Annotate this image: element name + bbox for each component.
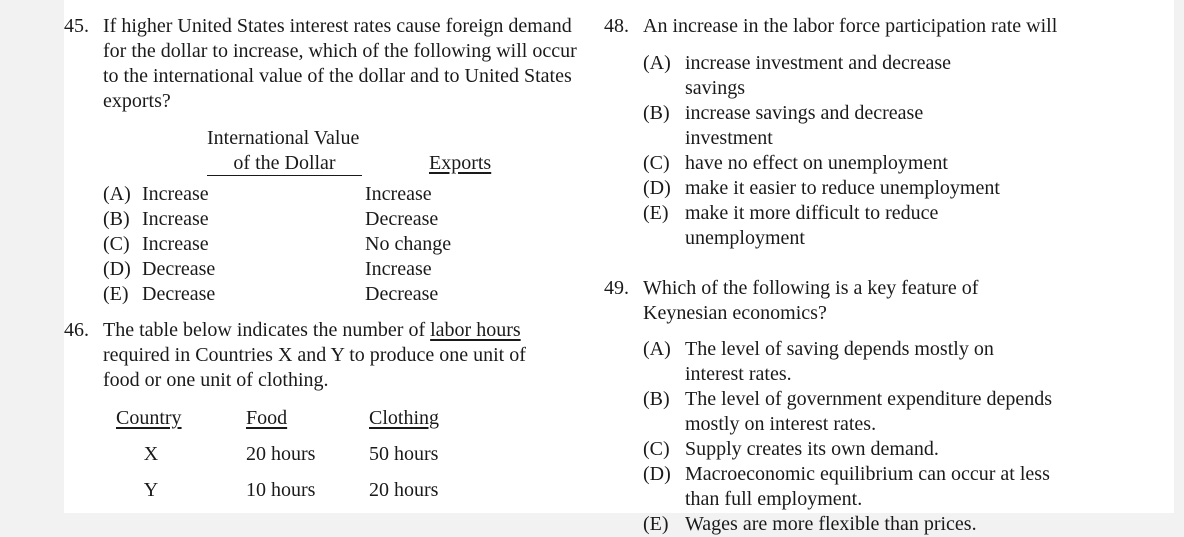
question-number: 48. bbox=[604, 15, 629, 37]
column-header-value-line2: of the Dollar bbox=[207, 151, 362, 176]
choice-exports: Increase bbox=[365, 258, 432, 280]
right-column bbox=[604, 14, 1164, 537]
choice-label: (C) bbox=[643, 152, 670, 174]
choice-label: (A) bbox=[643, 338, 671, 360]
choice-value: Increase bbox=[142, 183, 209, 205]
choice-label: (D) bbox=[103, 258, 131, 280]
question-stem bbox=[103, 318, 533, 393]
choice-d[interactable] bbox=[103, 257, 553, 282]
cell-clothing: 20 hours bbox=[369, 479, 439, 501]
left-column bbox=[64, 14, 599, 516]
table-header-row bbox=[64, 406, 599, 431]
table-row bbox=[64, 478, 599, 503]
choice-b[interactable] bbox=[643, 387, 1055, 437]
question-number: 45. bbox=[64, 15, 89, 37]
choice-label: (C) bbox=[103, 233, 130, 255]
stem-underlined: labor hours bbox=[430, 319, 521, 341]
choice-text: The level of government expenditure depends mostly on interest rates. bbox=[685, 388, 1053, 435]
choice-label: (B) bbox=[643, 388, 670, 410]
question-stem: If higher United States interest rates cause foreign demand for the dollar to increase, which of the following will occur to the international value of the dollar and to United States exports? bbox=[103, 15, 577, 112]
cell-food: 10 hours bbox=[246, 479, 316, 501]
choice-value: Decrease bbox=[142, 258, 216, 280]
choice-d[interactable] bbox=[643, 462, 1055, 512]
question-number: 49. bbox=[604, 277, 629, 299]
choice-a[interactable] bbox=[643, 51, 1003, 101]
choice-b[interactable] bbox=[643, 101, 1003, 151]
cell-country: Y bbox=[143, 479, 159, 501]
question-48 bbox=[604, 14, 1164, 251]
choice-label: (B) bbox=[643, 102, 670, 124]
choice-exports: Decrease bbox=[365, 283, 439, 305]
choice-exports: Increase bbox=[365, 183, 432, 205]
choice-label: (E) bbox=[103, 283, 129, 305]
question-stem: Which of the following is a key feature of Keynesian economics? bbox=[643, 277, 979, 324]
cell-clothing: 50 hours bbox=[369, 443, 439, 465]
choice-e[interactable] bbox=[643, 512, 1055, 537]
stem-part: required in Countries X and Y to produce one unit of food or one unit of clothing. bbox=[103, 344, 526, 391]
choice-text: make it easier to reduce unemployment bbox=[685, 177, 1000, 199]
choice-text: Supply creates its own demand. bbox=[685, 438, 939, 460]
question-stem: An increase in the labor force participation rate will bbox=[643, 15, 1058, 37]
choice-text: make it more difficult to reduce unemployment bbox=[685, 202, 939, 249]
choice-text: have no effect on unemployment bbox=[685, 152, 948, 174]
choice-a[interactable] bbox=[643, 337, 1055, 387]
choice-c[interactable] bbox=[643, 437, 1055, 462]
cell-food: 20 hours bbox=[246, 443, 316, 465]
q46-hours-table bbox=[64, 406, 599, 516]
choice-exports: Decrease bbox=[365, 208, 439, 230]
choice-text: increase investment and decrease savings bbox=[685, 52, 951, 99]
table-row bbox=[64, 442, 599, 467]
choice-value: Increase bbox=[142, 208, 209, 230]
column-header-exports: Exports bbox=[429, 152, 492, 174]
choice-value: Increase bbox=[142, 233, 209, 255]
choice-label: (A) bbox=[643, 52, 671, 74]
question-49 bbox=[604, 276, 1053, 326]
choice-label: (C) bbox=[643, 438, 670, 460]
choice-label: (E) bbox=[643, 513, 669, 535]
q48-choices bbox=[643, 51, 1003, 251]
choice-d[interactable] bbox=[643, 176, 1003, 201]
choice-e[interactable] bbox=[643, 201, 1003, 251]
header-food: Food bbox=[246, 407, 288, 429]
choice-value: Decrease bbox=[142, 283, 216, 305]
choice-label: (B) bbox=[103, 208, 130, 230]
choice-text: Macroeconomic equilibrium can occur at less than full employment. bbox=[685, 463, 1050, 510]
choice-exports: No change bbox=[365, 233, 452, 255]
column-header-value-line1: International Value bbox=[207, 127, 360, 149]
choice-label: (A) bbox=[103, 183, 131, 205]
question-46 bbox=[64, 318, 533, 393]
choice-label: (D) bbox=[643, 177, 671, 199]
choice-text: increase savings and decrease investment bbox=[685, 102, 924, 149]
header-clothing: Clothing bbox=[369, 407, 440, 429]
choice-label: (D) bbox=[643, 463, 671, 485]
question-45 bbox=[64, 14, 583, 114]
choice-e[interactable] bbox=[103, 282, 553, 307]
choice-label: (E) bbox=[643, 202, 669, 224]
stem-part: The table below indicates the number of bbox=[103, 319, 426, 341]
q45-choices bbox=[103, 182, 553, 307]
choice-text: The level of saving depends mostly on interest rates. bbox=[685, 338, 994, 385]
q45-answer-table bbox=[64, 126, 599, 305]
choice-text: Wages are more flexible than prices. bbox=[685, 513, 977, 535]
choice-c[interactable] bbox=[103, 232, 553, 257]
cell-country: X bbox=[143, 443, 159, 465]
header-country: Country bbox=[116, 407, 182, 429]
question-number: 46. bbox=[64, 319, 89, 341]
choice-a[interactable] bbox=[103, 182, 553, 207]
q49-choices-wrap bbox=[604, 337, 1164, 537]
q49-choices bbox=[643, 337, 1055, 537]
choice-b[interactable] bbox=[103, 207, 553, 232]
choice-c[interactable] bbox=[643, 151, 1003, 176]
